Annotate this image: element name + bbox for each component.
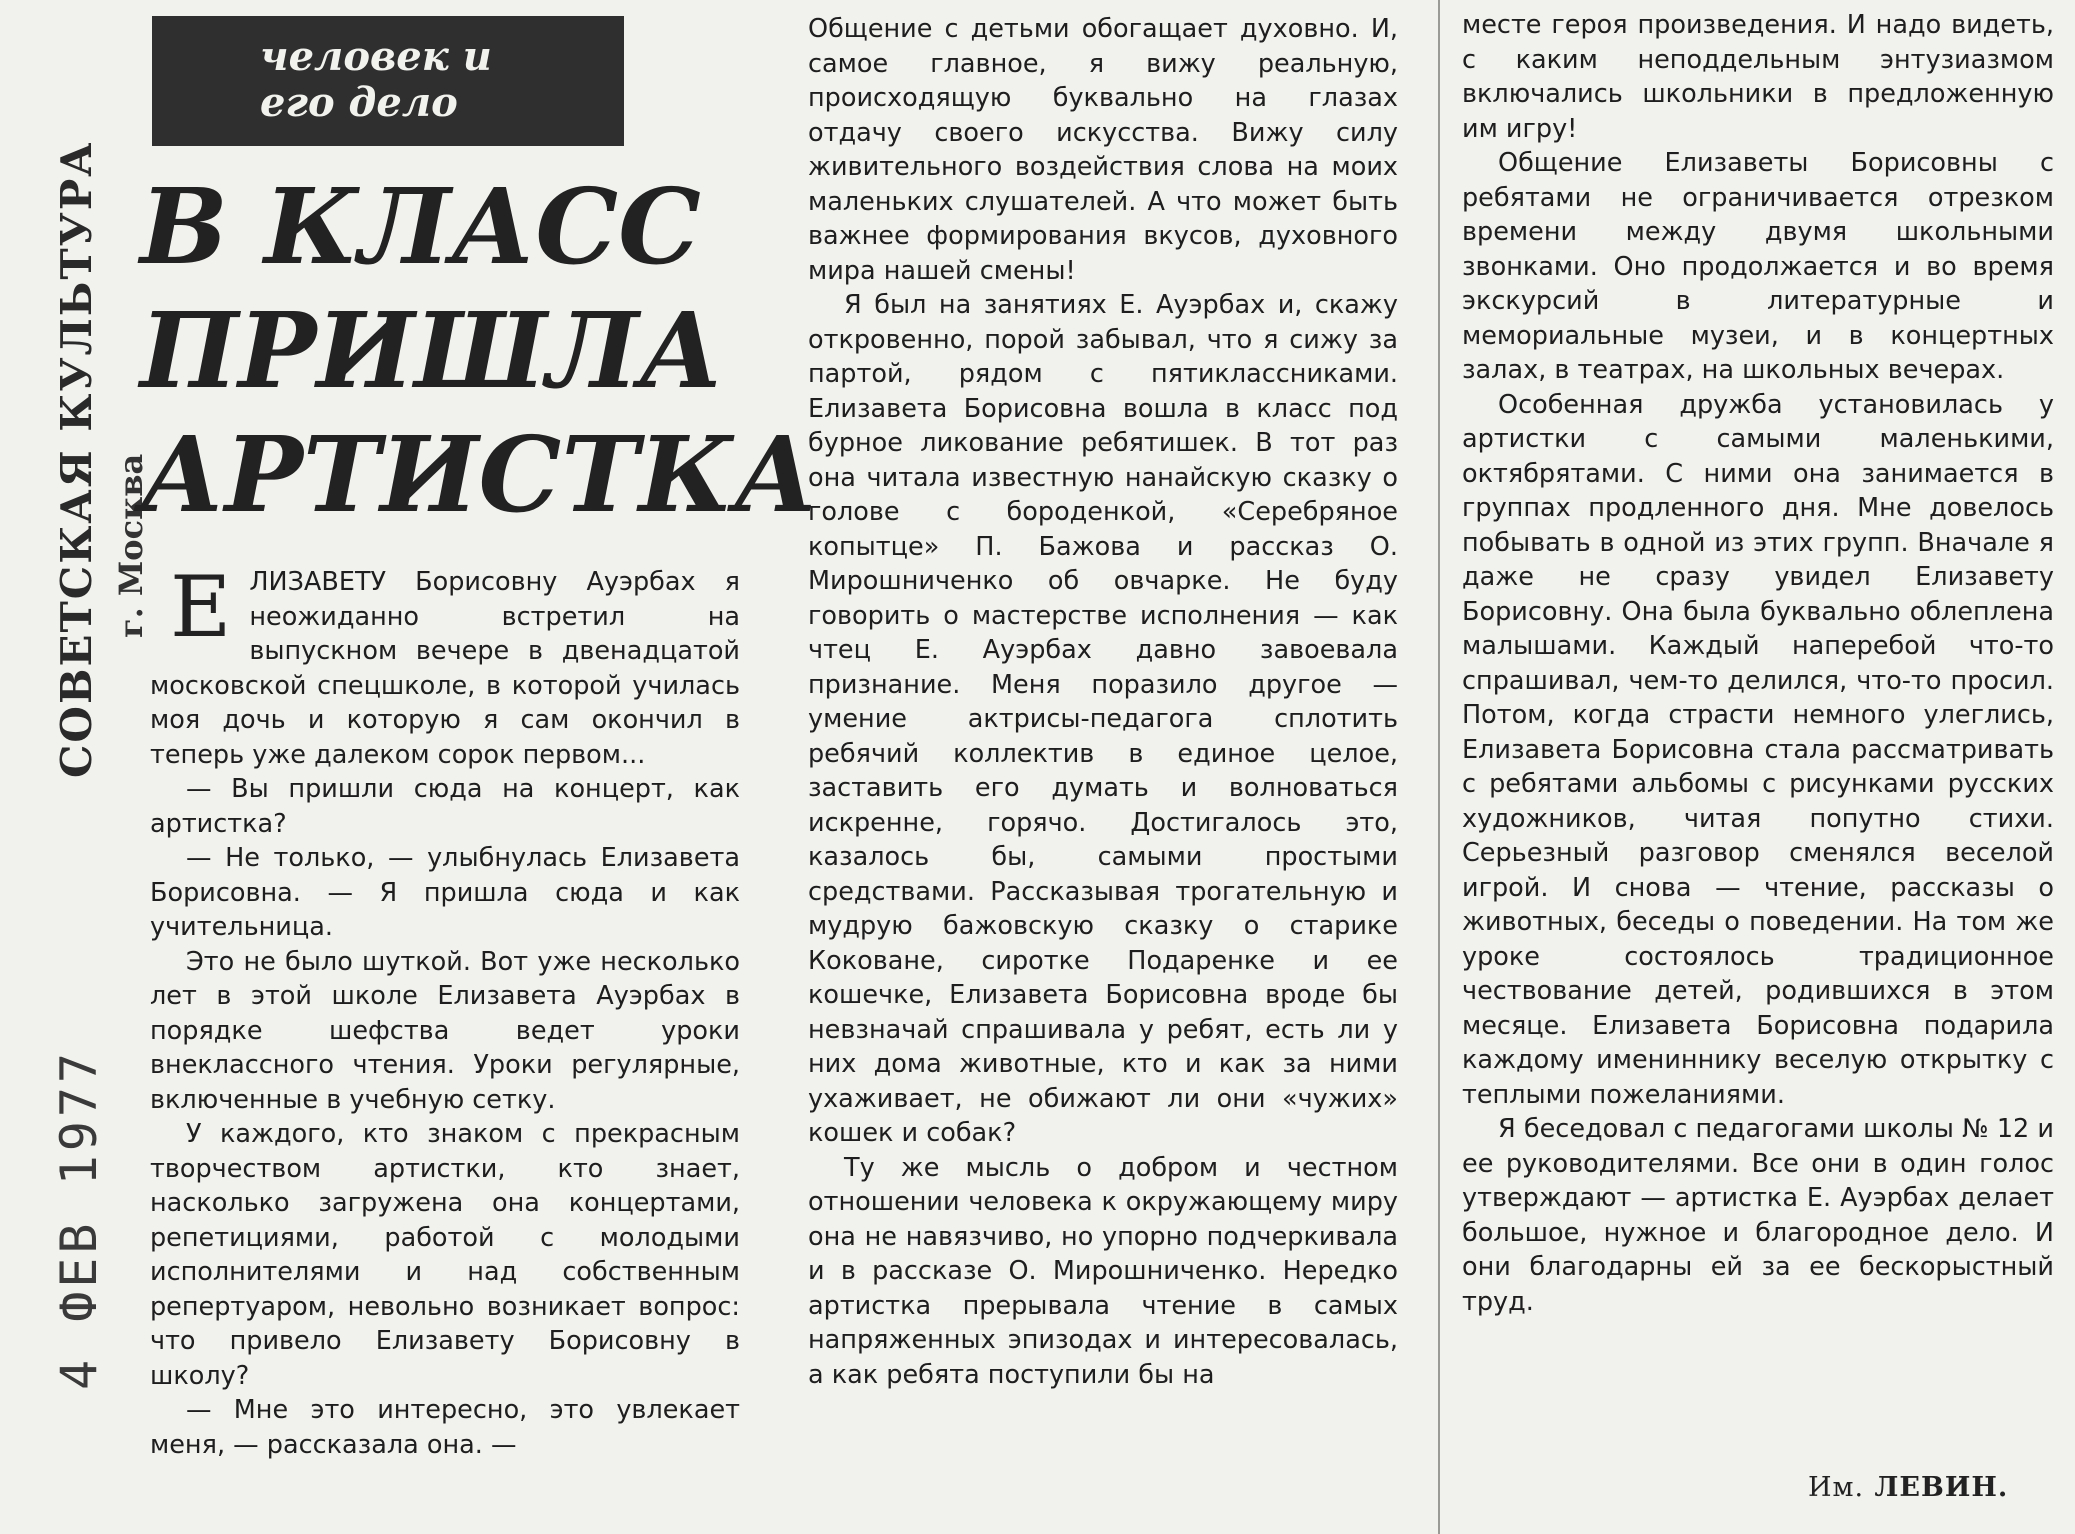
newspaper-name-stamp: СОВЕТСКАЯ КУЛЬТУРА: [52, 140, 101, 778]
article-paragraph: Это не было шуткой. Вот уже несколько лет в этой школе Елизавета Ауэрбах в порядке шефства ведет уроки внеклассного чтения. Уроки регулярные, включенные в учебную сетку.: [150, 946, 740, 1115]
article-paragraph: — Вы пришли сюда на концерт, как артистка?: [150, 774, 740, 839]
headline-line-3: АРТИСТКА: [140, 413, 819, 536]
author-surname: ЛЕВИН.: [1874, 1472, 2009, 1503]
rubric-box: [152, 16, 624, 146]
article-paragraph: Общение с детьми обогащает духовно. И, самое главное, я вижу реальную, происходящую буквально на глазах отдачу своего искусства. Вижу силу живительного воздействия слова на моих маленьких слушателей. А что может быть важнее формирования вкусов, духовного мира нашей смены!: [808, 14, 1398, 286]
article-paragraph: Особенная дружба установилась у артистки с самыми маленькими, октябрятами. С ними она занимается в группах продленного дня. Мне довелось побывать в одной из этих групп. Вначале я даже не сразу увидел Елизавету Борисовну. Она была буквально облеплена малышами. Каждый наперебой что-то спрашивал, чем-то делился, что-то просил. Потом, когда страсти немного улеглись, Елизавета Борисовна стала рассматривать с ребятами альбомы с рисунками русских художников, читая попутно стихи. Серьезный разговор сменялся веселой игрой. И снова — чтение, рассказы о животных, беседы о поведении. На том же уроке состоялось традиционное чествование детей, родившихся в этом месяце. Елизавета Борисовна подарила каждому имениннику веселую открытку с теплыми пожеланиями.: [1462, 389, 2054, 1110]
column-divider: [1438, 0, 1440, 1534]
article-paragraph: Общение Елизаветы Борисовны с ребятами не ограничивается отрезком времени между двумя школьными звонками. Оно продолжается и во время экскурсий в литературные и мемориальные музеи, и в концертных залах, в театрах, на школьных вечерах.: [1462, 148, 2054, 385]
article-column-3: [1462, 8, 2054, 1319]
article-paragraph: Ту же мысль о добром и честном отношении человека к окружающему миру она не навязчиво, но упорно подчеркивала и в рассказе О. Мирошниченко. Нередко артистка прерывала чтение в самых напряженных эпизодах и интересовалась, а как ребята поступили бы на: [808, 1152, 1398, 1390]
article-paragraph: месте героя произведения. И надо видеть, с каким неподдельным энтузиазмом включались школьники в предложенную им игру!: [1462, 10, 2054, 144]
date-stamp: 4 ФЕВ 1977: [50, 1048, 108, 1390]
article-paragraph: Я беседовал с педагогами школы № 12 и ее руководителями. Все они в один голос утверждают — артистка Е. Ауэрбах делает большое, нужное и благородное дело. И они благодарны ей за ее бескорыстный труд.: [1462, 1114, 2054, 1317]
drop-cap: Е: [170, 558, 232, 656]
article-paragraph: — Не только, — улыбнулась Елизавета Борисовна. — Я пришла сюда и как учительница.: [150, 843, 740, 942]
article-paragraph: Я был на занятиях Е. Ауэрбах и, скажу откровенно, порой забывал, что я сижу за партой, рядом с пятиклассниками. Елизавета Борисовна вошла в класс под бурное ликование ребятишек. В тот раз она читала известную нанайскую сказку о голове с бороденкой, «Серебряное копытце» П. Бажова и рассказ О. Мирошниченко об овчарке. Не буду говорить о мастерстве исполнения — как чтец Е. Ауэрбах давно завоевала признание. Меня поразило другое — умение актрисы-педагога сплотить ребячий коллектив в единое целое, заставить его думать и волноваться искренне, горячо. Достигалось это, казалось бы, самыми простыми средствами. Рассказывая трогательную и мудрую бажовскую сказку о старике Коковане, сиротке Подаренке и ее кошечке, Елизавета Борисовна вроде бы невзначай спрашивала у ребят, есть ли у них дома животные, кто и как за ними ухаживает, не обижают ли они «чужих» кошек и собак?: [808, 290, 1398, 1148]
article-column-2: [808, 12, 1398, 1392]
headline: [140, 165, 819, 537]
article-paragraph: — Мне это интересно, это увлекает меня, — рассказала она. —: [150, 1395, 740, 1460]
rubric-line-1: человек и: [260, 33, 492, 80]
headline-line-1: В КЛАСС: [140, 165, 701, 288]
city-stamp: г. Москва: [112, 453, 150, 638]
article-column-1: [150, 558, 740, 1462]
author-initials: Им.: [1808, 1472, 1865, 1503]
author-signature: [1808, 1472, 2008, 1503]
article-paragraph: У каждого, кто знаком с прекрасным творчеством артистки, кто знает, насколько загружена она концертами, репетициями, работой с молодыми исполнителями и над собственным репертуаром, невольно возникает вопрос: что привело Елизавету Борисовну в школу?: [150, 1119, 740, 1391]
article-paragraph: ЕЛИЗАВЕТУ Борисовну Ауэрбах я неожиданно встретил на выпускном вечере в двенадцатой московской спецшколе, в которой училась моя дочь и которую я сам окончил в теперь уже далеком сорок первом...: [150, 558, 740, 770]
rubric-line-2: его дело: [260, 79, 458, 126]
headline-line-2: ПРИШЛА: [140, 289, 724, 412]
